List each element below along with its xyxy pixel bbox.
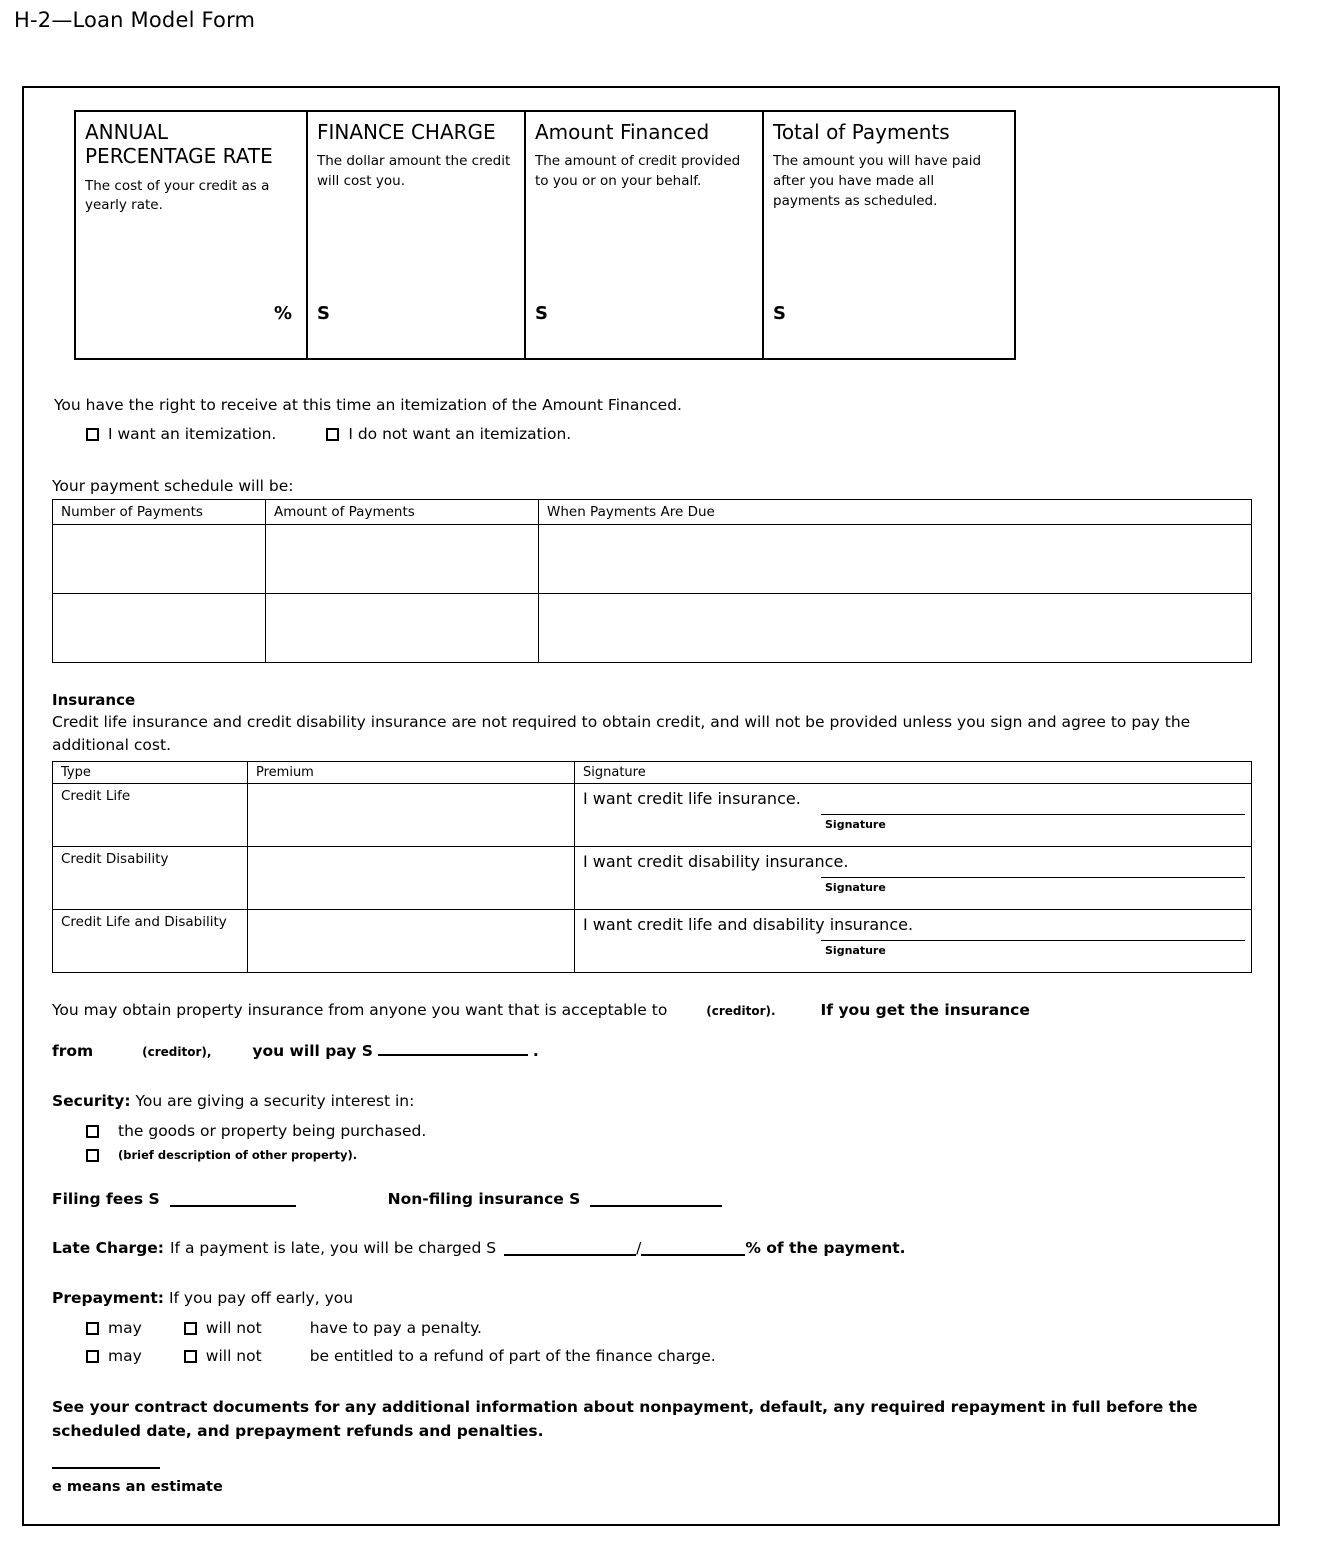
insurance-signature-credit-life[interactable] — [575, 784, 1252, 847]
page-title: H-2—Loan Model Form — [14, 8, 256, 32]
estimate-rule — [52, 1467, 160, 1469]
insurance-type-credit-disability: Credit Disability — [53, 847, 248, 910]
prepayment-refund-text: be entitled to a refund of part of the finance charge. — [309, 1347, 716, 1365]
insurance-col-type: Type — [53, 762, 248, 784]
security-other-checkbox[interactable] — [86, 1149, 99, 1162]
total-payments-description: The amount you will have paid after you have made all payments as scheduled. — [773, 153, 982, 209]
prepayment-penalty-may-checkbox[interactable] — [86, 1322, 99, 1335]
itemization-want-checkbox[interactable] — [86, 428, 99, 441]
prepayment-intro: If you pay off early, you — [168, 1288, 354, 1307]
security-goods-label: the goods or property being purchased. — [118, 1121, 427, 1140]
disclosure-cell-amount-financed — [525, 111, 763, 359]
prepayment-label: Prepayment: — [52, 1288, 165, 1307]
signature-line — [821, 877, 1245, 878]
payment-schedule-label: Your payment schedule will be: — [52, 476, 294, 495]
insurance-signature-credit-life-and-disability[interactable] — [575, 910, 1252, 973]
filing-fees-blank[interactable] — [170, 1192, 296, 1207]
property-insurance-creditor2: (creditor), — [142, 1045, 212, 1060]
property-insurance-period: . — [532, 1042, 539, 1061]
prepayment-refund-willnot-checkbox[interactable] — [184, 1350, 197, 1363]
fees-section — [52, 1188, 1252, 1211]
finance-charge-value: S — [317, 303, 330, 324]
insurance-type-credit-life-and-disability: Credit Life and Disability — [53, 910, 248, 973]
property-insurance-creditor1: (creditor). — [706, 1004, 776, 1018]
insurance-col-premium: Premium — [248, 762, 575, 784]
property-insurance-line1 — [52, 999, 1252, 1022]
payment-schedule-col-number: Number of Payments — [53, 499, 266, 524]
prepayment-refund-may-checkbox[interactable] — [86, 1350, 99, 1363]
prepayment-refund-willnot-label: will not — [205, 1347, 262, 1365]
security-section — [52, 1090, 1252, 1163]
total-payments-value: S — [773, 303, 786, 324]
late-charge-text1: If a payment is late, you will be charged S — [169, 1239, 497, 1258]
payment-schedule-cell-amount[interactable] — [266, 524, 539, 593]
apr-value: % — [273, 303, 292, 324]
late-charge-percent-blank[interactable] — [641, 1241, 745, 1256]
nonfiling-insurance-label: Non-filing insurance S — [387, 1190, 581, 1208]
security-intro: You are giving a security interest in: — [135, 1091, 415, 1110]
table-row — [53, 784, 1252, 847]
disclosure-box-table — [74, 110, 1016, 360]
insurance-text: Credit life insurance and credit disability insurance are not required to obtain credit, and will not be provided unless you sign and agree to pay the additional cost. — [52, 712, 1191, 754]
apr-description: The cost of your credit as a yearly rate. — [85, 177, 270, 214]
prepayment-penalty-willnot-checkbox[interactable] — [184, 1322, 197, 1335]
payment-schedule-col-amount: Amount of Payments — [266, 499, 539, 524]
insurance-want-label: I want credit disability insurance. — [583, 852, 849, 871]
insurance-title: Insurance — [52, 690, 136, 709]
property-insurance-amount-blank[interactable] — [378, 1041, 528, 1056]
disclosure-cell-apr — [75, 111, 307, 359]
table-row — [53, 847, 1252, 910]
filing-fees-label: Filing fees S — [52, 1190, 160, 1208]
form-content — [52, 110, 1252, 1499]
insurance-premium-credit-life-and-disability[interactable] — [248, 910, 575, 973]
payment-schedule-cell-due[interactable] — [539, 524, 1252, 593]
security-heading — [52, 1090, 1252, 1113]
prepayment-penalty-willnot-label: will not — [205, 1318, 262, 1337]
signature-caption: Signature — [825, 881, 886, 894]
late-charge-amount-blank[interactable] — [504, 1241, 636, 1256]
late-charge-section — [52, 1237, 1252, 1260]
insurance-want-label: I want credit life insurance. — [583, 789, 801, 808]
itemization-section — [54, 394, 1252, 447]
signature-caption: Signature — [825, 818, 886, 831]
signature-line — [821, 940, 1245, 941]
nonfiling-insurance-blank[interactable] — [590, 1192, 722, 1207]
security-other-label: (brief description of other property). — [118, 1148, 358, 1162]
disclosure-cell-total-payments — [763, 111, 1015, 359]
property-insurance-line2 — [52, 1040, 1252, 1063]
total-payments-heading: Total of Payments — [773, 120, 950, 144]
itemization-want-label: I want an itemization. — [108, 425, 277, 444]
amount-financed-description: The amount of credit provided to you or on your behalf. — [535, 153, 741, 189]
insurance-col-signature: Signature — [575, 762, 1252, 784]
table-row — [53, 593, 1252, 662]
contract-note: See your contract documents for any additional information about nonpayment, default, any required repayment in full before the scheduled date, and prepayment refunds and penalties. — [52, 1398, 1198, 1440]
payment-schedule-table — [52, 499, 1252, 663]
payment-schedule-cell-due[interactable] — [539, 593, 1252, 662]
insurance-header-row — [53, 762, 1252, 784]
property-insurance-text3: you will pay S — [252, 1042, 373, 1061]
late-charge-text2: % of the payment. — [745, 1239, 906, 1258]
insurance-want-label: I want credit life and disability insurance. — [583, 915, 914, 934]
estimate-note: e means an estimate — [52, 1478, 223, 1495]
itemization-decline-label: I do not want an itemization. — [348, 425, 572, 444]
disclosure-cell-finance-charge — [307, 111, 525, 359]
apr-heading: ANNUAL PERCENTAGE RATE — [85, 120, 273, 169]
payment-schedule-cell-number[interactable] — [53, 524, 266, 593]
insurance-table — [52, 761, 1252, 973]
table-row — [53, 524, 1252, 593]
table-row — [53, 910, 1252, 973]
signature-caption: Signature — [825, 944, 886, 957]
prepayment-penalty-may-label: may — [108, 1318, 142, 1337]
insurance-type-credit-life: Credit Life — [53, 784, 248, 847]
amount-financed-heading: Amount Financed — [535, 120, 710, 144]
prepayment-heading — [52, 1287, 1252, 1310]
late-charge-label: Late Charge: — [52, 1239, 164, 1258]
property-insurance-section — [52, 999, 1252, 1064]
prepayment-refund-may-label: may — [108, 1347, 142, 1365]
property-insurance-text2: If you get the insurance — [820, 1001, 1030, 1019]
prepayment-section — [52, 1287, 1252, 1369]
amount-financed-value: S — [535, 303, 548, 324]
insurance-signature-credit-disability[interactable] — [575, 847, 1252, 910]
finance-charge-description: The dollar amount the credit will cost you. — [317, 153, 511, 189]
late-charge-slash: / — [636, 1239, 642, 1258]
payment-schedule-col-due: When Payments Are Due — [539, 499, 1252, 524]
insurance-premium-credit-life[interactable] — [248, 784, 575, 847]
itemization-intro: You have the right to receive at this time an itemization of the Amount Financed. — [54, 396, 682, 414]
itemization-decline-checkbox[interactable] — [326, 428, 339, 441]
payment-schedule-cell-number[interactable] — [53, 593, 266, 662]
security-goods-checkbox[interactable] — [86, 1125, 99, 1138]
signature-line — [821, 814, 1245, 815]
prepayment-penalty-text: have to pay a penalty. — [309, 1318, 482, 1337]
property-insurance-from: from — [52, 1042, 94, 1061]
security-label: Security: — [52, 1091, 131, 1110]
form-frame — [22, 86, 1280, 1526]
finance-charge-heading: FINANCE CHARGE — [317, 120, 496, 144]
insurance-premium-credit-disability[interactable] — [248, 847, 575, 910]
payment-schedule-cell-amount[interactable] — [266, 593, 539, 662]
property-insurance-text1: You may obtain property insurance from anyone you want that is acceptable to — [52, 1001, 668, 1019]
payment-schedule-header-row — [53, 499, 1252, 524]
footer-section — [52, 1396, 1252, 1498]
